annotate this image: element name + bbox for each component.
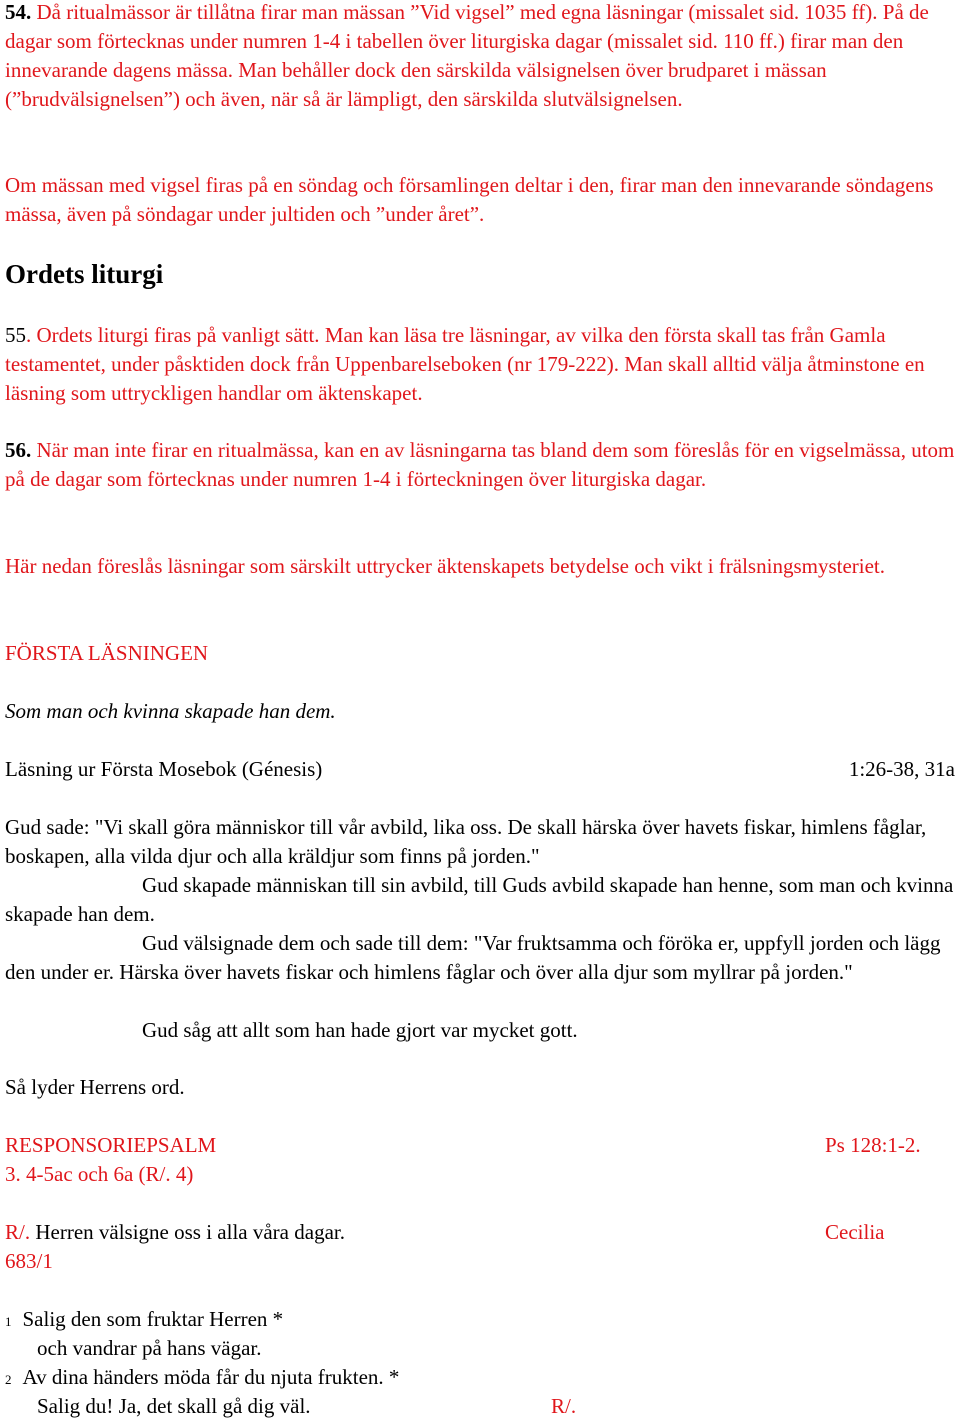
psalm-label: RESPONSORIEPSALM bbox=[5, 1133, 217, 1157]
paragraph-number: 55 bbox=[5, 323, 26, 347]
paragraph-text: När man inte firar en ritualmässa, kan en av läsningarna tas bland dem som föreslås för en vigselmässa, utom på de dagar som förtecknas under numren 1-4 i förteckningen över liturgiska dagar. bbox=[5, 438, 955, 491]
verse-line: Salig den som fruktar Herren * bbox=[22, 1307, 284, 1331]
section-heading: Ordets liturgi bbox=[5, 259, 164, 289]
reading-source-row bbox=[5, 755, 955, 784]
psalm-reference: Ps 128:1-2. bbox=[825, 1133, 921, 1157]
response-mark: R/. bbox=[5, 1220, 31, 1244]
response-text: Herren välsigne oss i alla våra dagar. bbox=[30, 1220, 345, 1244]
reading-text-3 bbox=[5, 929, 955, 987]
verse-line: Av dina händers möda får du njuta frukten. * bbox=[22, 1365, 400, 1389]
paragraph-text: . Ordets liturgi firas på vanligt sätt. bbox=[26, 323, 320, 347]
psalm-verse-2b: Salig du! Ja, det skall gå dig väl. bbox=[37, 1394, 311, 1418]
reading-end: Så lyder Herrens ord. bbox=[5, 1075, 185, 1099]
reading-motto: Som man och kvinna skapade han dem. bbox=[5, 699, 336, 723]
paragraph-text: Då ritualmässor är tillåtna firar man mässan ”Vid vigsel” med egna läsningar (missalet sid. 1035 ff). På de dagar som förtecknas under numren 1-4 i tabellen över liturgiska dagar (missalet sid. 110 ff.) firar man den innevarande dagens mässa. Man behåller dock den särskilda välsignelsen över brudparet i mässan (”brudvälsignelsen”) och även, när så är lämpligt, den särskilda slutvälsignelsen. bbox=[5, 0, 929, 111]
psalm-response-mark: R/. bbox=[551, 1394, 577, 1418]
reading-text-2: Gud skapade människan till sin avbild, till Guds avbild skapade han henne, som man och kvinna skapade han dem. bbox=[5, 873, 954, 926]
psalm-tune: Cecilia bbox=[825, 1220, 885, 1244]
paragraph-text: Man kan läsa tre läsningar, av vilka den första skall tas från Gamla testamentet, under påsktiden dock från Uppenbarelseboken (nr 179-222). Man skall alltid välja åtminstone en läsning som uttryckligen handlar om äktenskapet. bbox=[5, 323, 925, 405]
paragraph-54 bbox=[5, 0, 955, 114]
suggestion-paragraph: Här nedan föreslås läsningar som särskilt uttrycker äktenskapets betydelse och vikt i frälsningsmysteriet. bbox=[5, 554, 886, 578]
reading-text-1 bbox=[5, 813, 955, 871]
paragraph-56 bbox=[5, 436, 955, 494]
reading-reference: 1:26-38, 31a bbox=[848, 757, 955, 781]
psalm-reference-cont: 3. 4-5ac och 6a (R/. 4) bbox=[5, 1162, 194, 1186]
psalm-verse-1b: och vandrar på hans vägar. bbox=[37, 1336, 262, 1360]
reading-sentence: Härska över havets fiskar och himlens fåglar och över alla djur som myllrar på jorden." bbox=[114, 960, 853, 984]
reading-text-4: Gud såg att allt som han hade gjort var mycket gott. bbox=[142, 1018, 578, 1042]
reading-sentence: De skall härska över havets fiskar, himlens fåglar, boskapen, alla vilda djur och alla kräldjur som finns på jorden." bbox=[5, 815, 927, 868]
paragraph-55 bbox=[5, 321, 955, 408]
sunday-paragraph: Om mässan med vigsel firas på en söndag och församlingen deltar i den, firar man den innevarande söndagens mässa, även på söndagar under jultiden och ”under året”. bbox=[5, 173, 934, 226]
paragraph-number: 56. bbox=[5, 438, 32, 462]
psalm-verse-1 bbox=[5, 1305, 283, 1334]
reading-sentence: Gud välsignade dem och sade till dem: "Var fruktsamma och föröka er, uppfyll jorden och lägg den under er. bbox=[5, 931, 941, 984]
first-reading-label: FÖRSTA LÄSNINGEN bbox=[5, 641, 209, 665]
paragraph-number: 54. bbox=[5, 0, 32, 24]
verse-number: 1 bbox=[5, 1314, 12, 1329]
psalm-response bbox=[5, 1218, 345, 1247]
psalm-tune-number: 683/1 bbox=[5, 1249, 53, 1273]
psalm-verse-2 bbox=[5, 1363, 399, 1392]
reading-sentence: Gud sade: "Vi skall göra människor till vår avbild, lika oss. bbox=[5, 815, 503, 839]
reading-source: Läsning ur Första Mosebok (Génesis) bbox=[5, 757, 323, 781]
verse-number: 2 bbox=[5, 1372, 12, 1387]
